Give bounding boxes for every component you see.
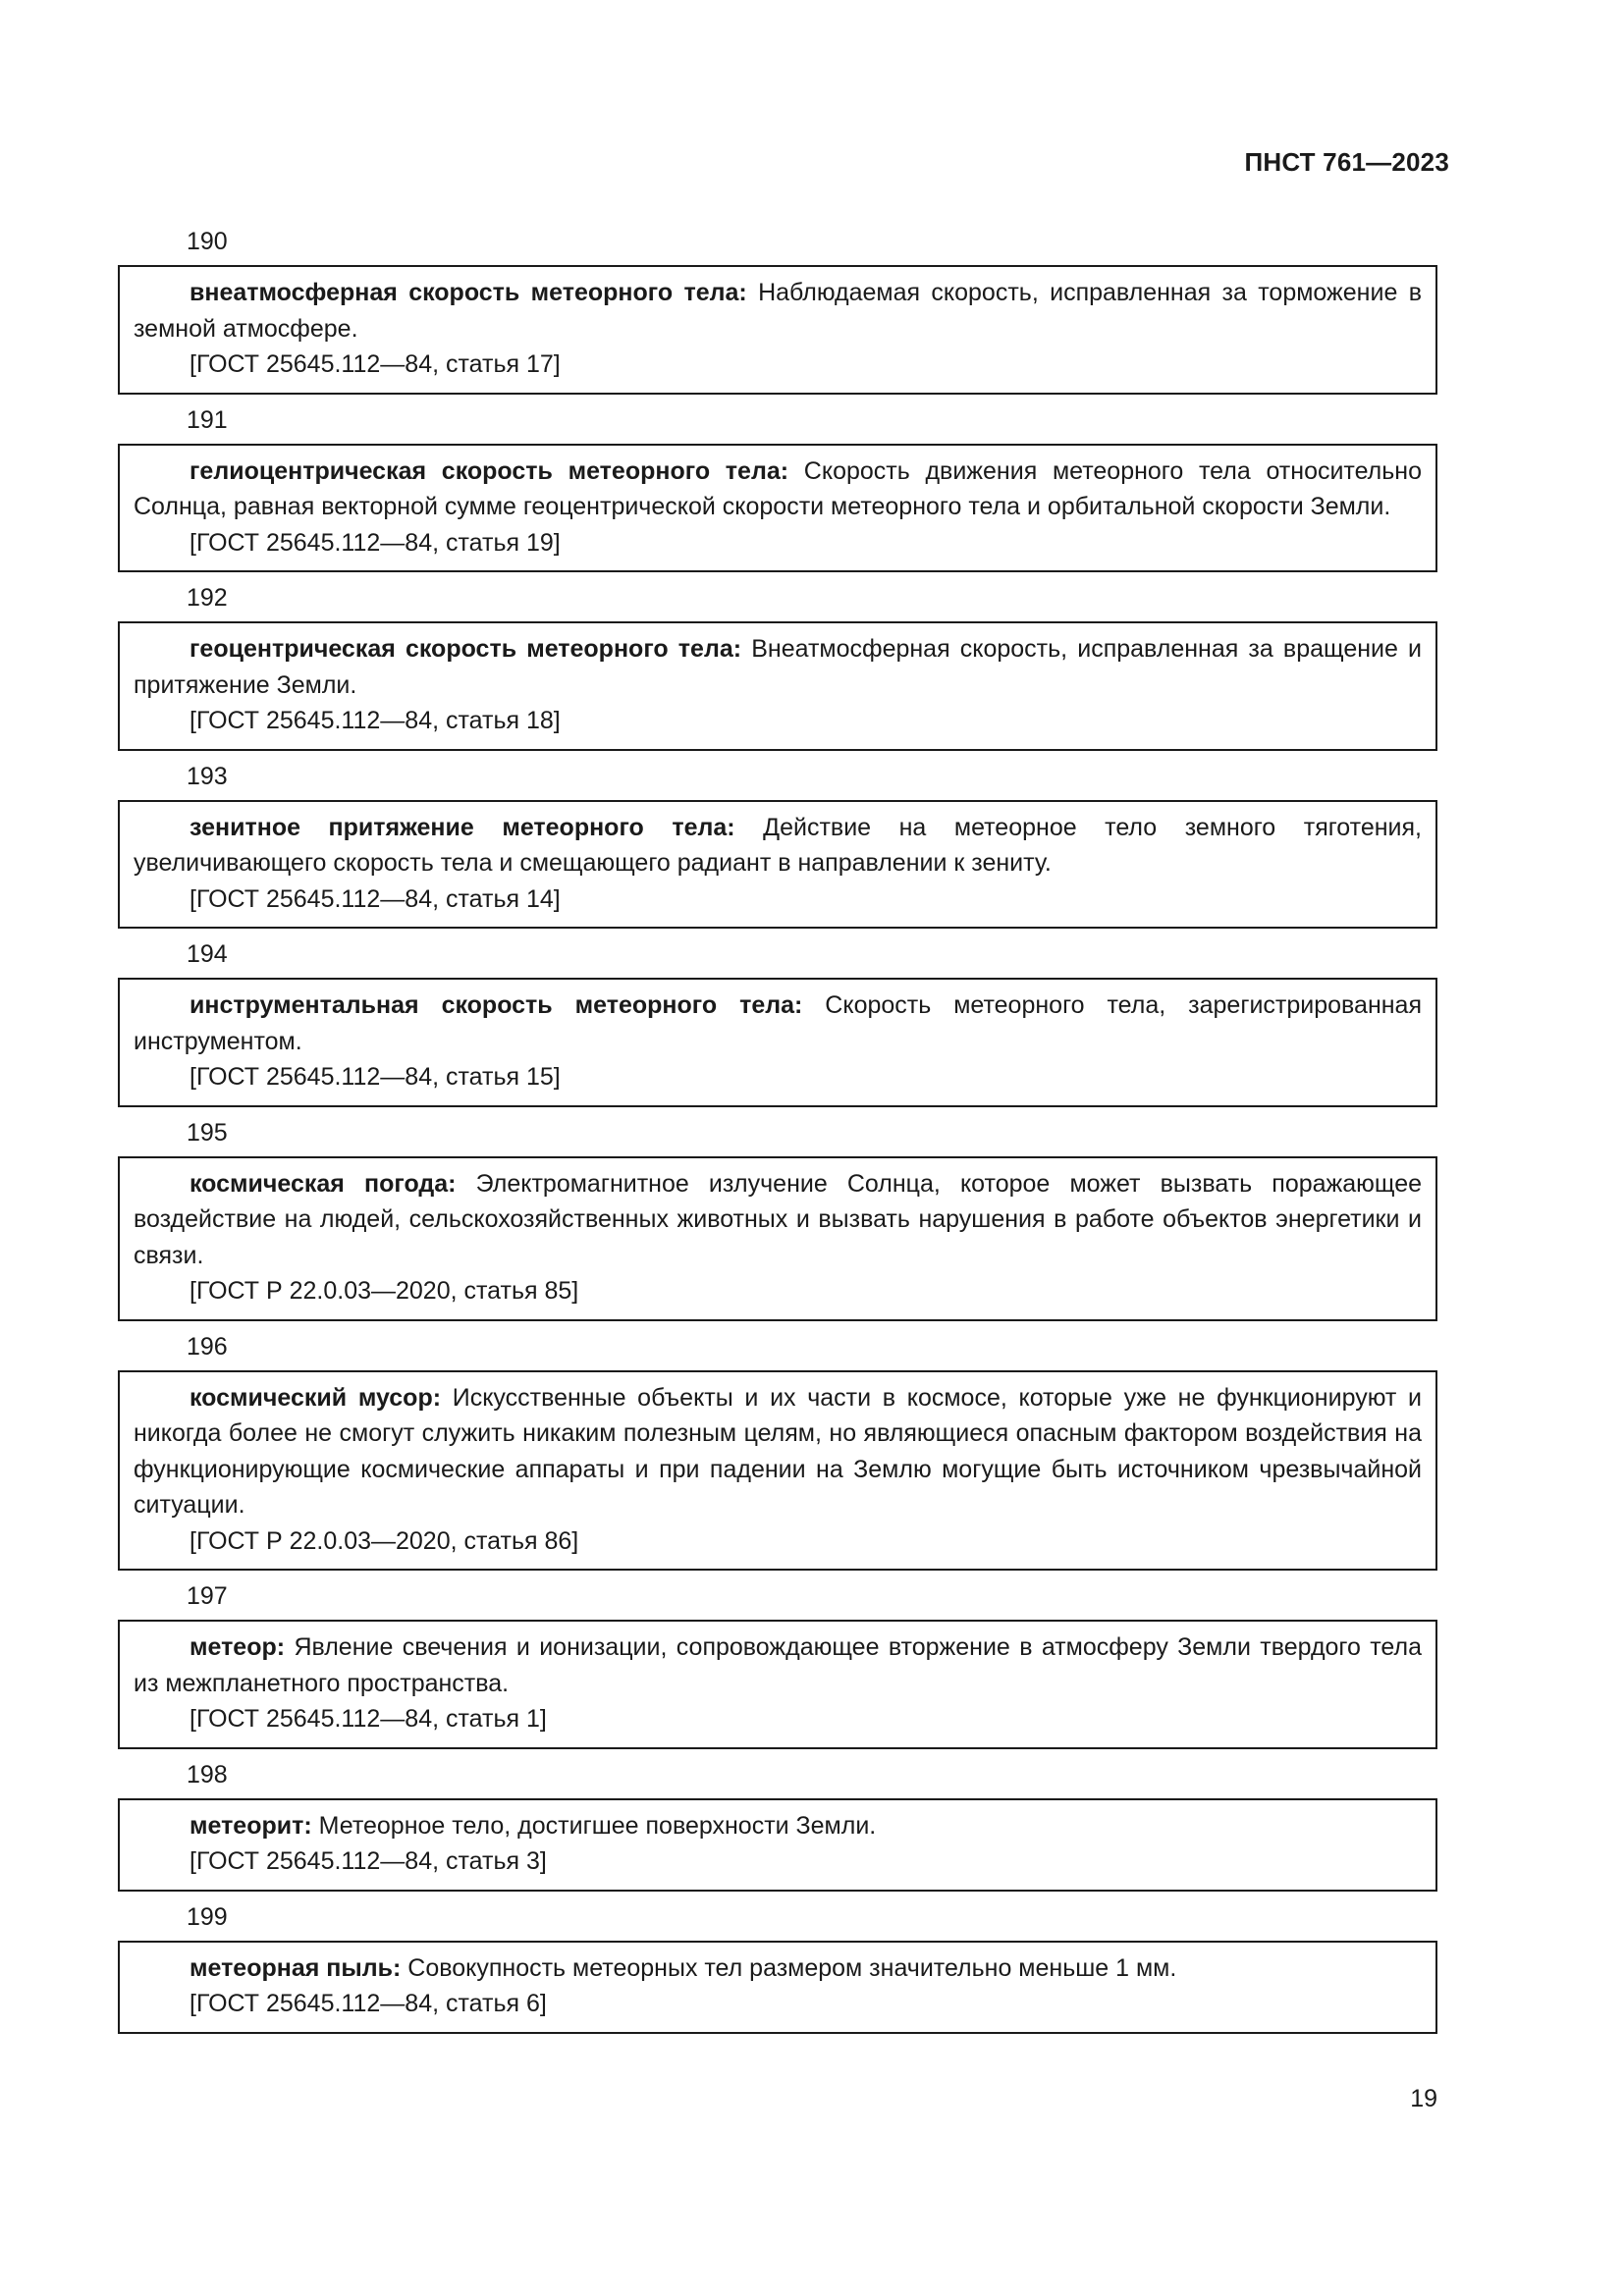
entry-definition-paragraph	[134, 631, 1422, 703]
entry-box	[118, 1798, 1437, 1892]
term-entry	[118, 224, 1437, 395]
entry-term: метеорная пыль:	[189, 1953, 402, 1982]
entry-source: [ГОСТ 25645.112—84, статья 15]	[189, 1063, 561, 1091]
entry-source: [ГОСТ 25645.112—84, статья 19]	[189, 528, 561, 557]
entry-number: 194	[187, 940, 228, 968]
entry-number: 192	[187, 584, 228, 612]
entry-definition: Наблюдаемая скорость, исправленная за торможение в земной атмосфере.	[134, 279, 1422, 343]
entry-definition-paragraph	[134, 1808, 1422, 1844]
term-entry	[118, 1329, 1437, 1572]
entry-definition-paragraph	[134, 1380, 1422, 1523]
entry-term: метеор:	[189, 1633, 286, 1661]
entry-definition-paragraph	[134, 988, 1422, 1059]
term-entry	[118, 1578, 1437, 1749]
entry-definition-paragraph	[134, 810, 1422, 881]
term-entry	[118, 402, 1437, 573]
entry-term: космическая погода:	[189, 1169, 457, 1198]
entry-box	[118, 978, 1437, 1107]
term-entries	[118, 224, 1437, 2042]
entry-box	[118, 1620, 1437, 1749]
document-code: ПНСТ 761—2023	[1244, 147, 1449, 177]
entry-definition: Электромагнитное излучение Солнца, которое может вызвать поражающее воздействие на людей, сельскохозяйственных животных и вызвать нарушения в работе объектов энергетики и связи.	[134, 1169, 1423, 1269]
entry-term: внеатмосферная скорость метеорного тела:	[189, 279, 747, 306]
term-entry	[118, 1757, 1437, 1892]
entry-box	[118, 265, 1437, 395]
entry-definition: Скорость метеорного тела, зарегистрированная инструментом.	[134, 991, 1422, 1055]
entry-term: зенитное притяжение метеорного тела:	[189, 813, 735, 841]
entry-number: 196	[187, 1332, 228, 1361]
entry-definition: Скорость движения метеорного тела относительно Солнца, равная векторной сумме геоцентрической скорости метеорного тела и орбитальной скорости Земли.	[134, 456, 1422, 520]
entry-term: космический мусор:	[189, 1383, 442, 1412]
entry-box	[118, 1156, 1437, 1321]
entry-definition: Внеатмосферная скорость, исправленная за вращение и притяжение Земли.	[134, 635, 1422, 699]
entry-source: [ГОСТ Р 22.0.03—2020, статья 85]	[189, 1277, 579, 1305]
entry-definition-paragraph	[134, 1629, 1422, 1701]
term-entry	[118, 1899, 1437, 2034]
term-entry	[118, 936, 1437, 1107]
entry-definition-paragraph	[134, 1950, 1422, 1987]
entry-definition-paragraph	[134, 1166, 1422, 1274]
entry-definition: Искусственные объекты и их части в космосе, которые уже не функционируют и никогда более не смогут служить никаким полезным целям, но являющиеся опасным фактором воздействия на функционирующие космические аппараты и при падении на Землю могущие быть источником чрезвычайной ситуации.	[134, 1383, 1423, 1519]
entry-term: метеорит:	[189, 1811, 312, 1840]
term-entry	[118, 759, 1437, 930]
entry-source: [ГОСТ Р 22.0.03—2020, статья 86]	[189, 1526, 579, 1555]
entry-source: [ГОСТ 25645.112—84, статья 17]	[189, 350, 561, 378]
entry-number: 191	[187, 405, 228, 434]
term-entry	[118, 580, 1437, 751]
entry-number: 190	[187, 228, 228, 255]
entry-box	[118, 1370, 1437, 1572]
entry-number: 195	[187, 1118, 228, 1147]
entry-box	[118, 444, 1437, 573]
entry-source: [ГОСТ 25645.112—84, статья 18]	[189, 707, 561, 734]
page-number: 19	[1410, 2085, 1437, 2112]
entry-source: [ГОСТ 25645.112—84, статья 3]	[189, 1847, 547, 1875]
entry-definition: Метеорное тело, достигшее поверхности Земли.	[311, 1811, 877, 1840]
entry-number: 199	[187, 1902, 228, 1931]
entry-definition-paragraph	[134, 275, 1422, 347]
term-entry	[118, 1115, 1437, 1321]
entry-term: геоцентрическая скорость метеорного тела:	[189, 635, 742, 663]
entry-box	[118, 1941, 1437, 2034]
entry-box	[118, 800, 1437, 930]
entry-definition: Действие на метеорное тело земного тяготения, увеличивающего скорость тела и смещающего радиант в направлении к зениту.	[134, 813, 1422, 877]
entry-number: 193	[187, 762, 228, 790]
entry-number: 197	[187, 1582, 228, 1610]
entry-source: [ГОСТ 25645.112—84, статья 6]	[189, 1990, 547, 2017]
entry-box	[118, 621, 1437, 751]
entry-definition-paragraph	[134, 454, 1422, 525]
entry-source: [ГОСТ 25645.112—84, статья 1]	[189, 1705, 547, 1733]
entry-term: гелиоцентрическая скорость метеорного тела:	[189, 456, 789, 485]
entry-source: [ГОСТ 25645.112—84, статья 14]	[189, 884, 561, 913]
entry-definition: Совокупность метеорных тел размером значительно меньше 1 мм.	[401, 1953, 1177, 1982]
entry-number: 198	[187, 1760, 228, 1789]
entry-definition: Явление свечения и ионизации, сопровождающее вторжение в атмосферу Земли твердого тела из межпланетного пространства.	[134, 1633, 1422, 1697]
entry-term: инструментальная скорость метеорного тела:	[189, 991, 803, 1019]
